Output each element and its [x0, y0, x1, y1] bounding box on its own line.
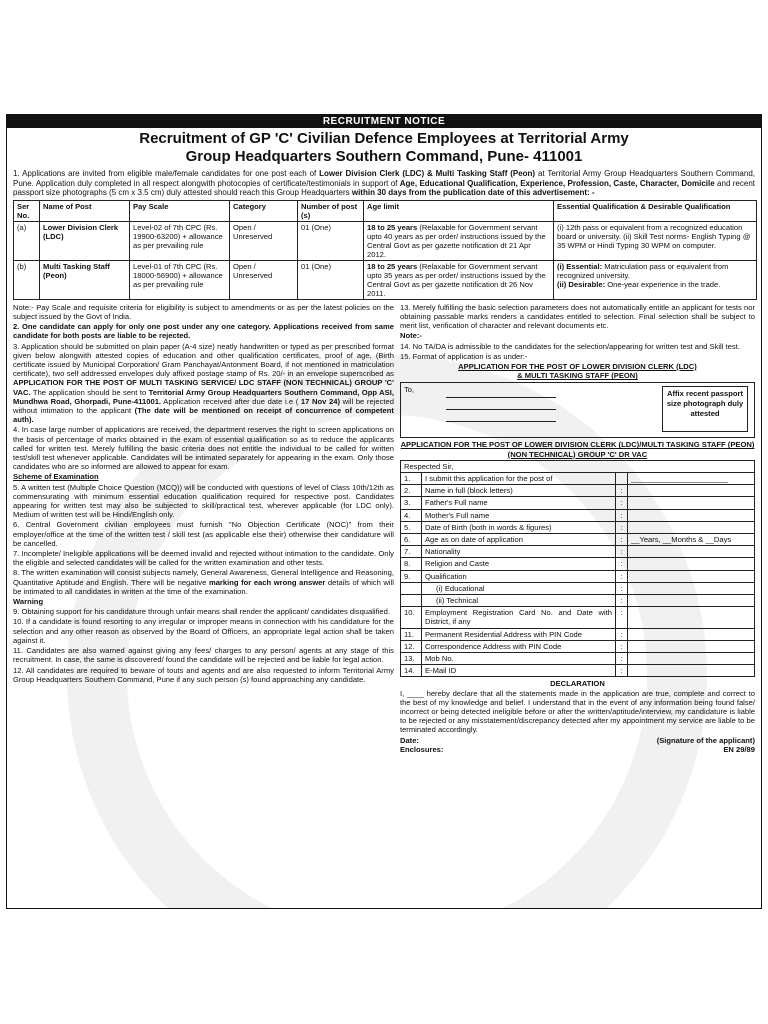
- row-colon: :: [616, 534, 628, 546]
- row-colon: :: [616, 521, 628, 533]
- row-label: Permanent Residential Address with PIN Code: [421, 628, 615, 640]
- application-form-table: [400, 460, 755, 678]
- row-number: [400, 582, 421, 594]
- form-row: [400, 582, 754, 594]
- para-6: 6. Central Government civilian employees must furnish "No Objection Certificate (NOC)" from their employer/office at the time of the written test / skill test (as applicable else their) otherwise their candidature will be cancelled.: [13, 520, 394, 548]
- date-label: Date:: [399, 735, 419, 745]
- para-3-text-3: Application received after due date i.e (: [161, 396, 301, 406]
- row-number: 6.: [400, 534, 421, 546]
- form-row: [400, 653, 754, 665]
- row-value: [628, 485, 755, 497]
- form-title: APPLICATION FOR THE POST OF LOWER DIVISION CLERK (LDC)/MULTI TASKING STAFF (PEON)(NON TECHNICAL) GROUP 'C' DR VAC: [400, 440, 755, 459]
- row-value: [628, 607, 755, 628]
- para-11: 11. Candidates are also warned against giving any fees/ charges to any person/ agents at any stage of this recruitment. In case, the same is discovered/ found the candidate will be rejected and be liable for legal action.: [13, 646, 394, 665]
- form-row: [400, 485, 754, 497]
- row-number: 12.: [400, 640, 421, 652]
- row-number: 4.: [400, 509, 421, 521]
- row-label: Qualification: [421, 570, 615, 582]
- form-row: [400, 607, 754, 628]
- para-3-text: 3. Application should be submitted on plain paper (A-4 size) neatly handwritten or typed as per prescribed format given below alongwith attested copies of education and other qualification certificates, proof of age, (Birth certificate issued by Municipal Corporation/ Gram Panchayat/Antonment Board, if not mentioned in matriculation certificate), two self addressed envelopes duly affixed postage stamp of Rs. 20/- in an envelope superscribed as: [13, 341, 394, 379]
- row-number: 11.: [400, 628, 421, 640]
- form-row: [400, 534, 754, 546]
- age-relaxation: (Relaxable for Government servant upto 35 years as per order/ instructions issued by the Central Govt as per gazette notification dt 26 Nov 2011.: [367, 261, 546, 298]
- intro-deadline: within 30 days from the publication date of this advertisement: -: [351, 188, 595, 198]
- posts-table: [13, 200, 757, 300]
- form-row: [400, 628, 754, 640]
- intro-documents: Age, Educational Qualification, Experience, Profession, Caste, Character, Domicile: [399, 178, 715, 188]
- warning-heading: Warning: [13, 597, 44, 607]
- row-number: [400, 595, 421, 607]
- cell-qualification: [554, 260, 757, 299]
- row-number: 14.: [400, 665, 421, 677]
- para-8-text: 8. The written examination will consist subjects namely, General Awareness, General Intelligence and Reasoning, Quantitative Aptitude and English. There will be negative: [13, 568, 394, 587]
- table-header-row: [14, 200, 757, 221]
- para-10: 10. If a candidate is found resorting to any irregular or improper means in connection with his candidature for the selection and any other reason as observed by the Board of Officers, an appropriate legal action shall be taken against it.: [13, 617, 394, 645]
- row-colon: :: [616, 485, 628, 497]
- row-colon: :: [616, 509, 628, 521]
- row-number: 5.: [400, 521, 421, 533]
- para-14: 14. No TA/DA is admissible to the candidates for the selection/appearing for written test and Skill test.: [399, 341, 740, 351]
- row-label: Name in full (block letters): [421, 485, 615, 497]
- row-label: E-Mail ID: [421, 665, 615, 677]
- row-colon: :: [616, 582, 628, 594]
- cell-pay: Level-02 of 7th CPC (Rs. 19900-63200) + allowance as per prevailing rule: [130, 221, 230, 260]
- age-relaxation: (Relaxable for Government servant upto 40 years as per order/ instructions issued by the Central Govt as per gazette notification dt 21 Apr 2012.: [367, 222, 546, 259]
- para-4: 4. In case large number of applications are received, the department reserves the right to screen applications on the basis of percentage of marks obtained in the exam of essential qualification so as to reduce the applicants called for written test. Merely fulfilling the basic criteria does not entitle the individual to be called for written test/skill test whenever applicable. Candidates will be intimated separately for appearing in the exam. Only those candidates who are so informed are allowed to appear for exam.: [13, 425, 394, 472]
- row-value: [628, 570, 755, 582]
- form-row: [400, 558, 754, 570]
- row-value: [628, 665, 755, 677]
- intro-text-1: 1. Applications are invited from eligible male/female candidates for one post each of: [13, 169, 320, 178]
- address-line: [446, 421, 556, 422]
- enclosures-row: [400, 745, 755, 754]
- cell-age: [364, 260, 554, 299]
- row-value: _______________________: [628, 473, 755, 485]
- cell-pay: Level-01 of 7th CPC (Rs. 18000-56900) + allowance as per prevailing rule: [130, 260, 230, 299]
- recruitment-notice: [6, 114, 762, 909]
- row-colon: :: [616, 558, 628, 570]
- para-15: 15. Format of application is as under:-: [399, 351, 528, 361]
- notice-code: EN 29/89: [723, 744, 755, 754]
- para-8-text-2: details of which will be intimated to all candidates in written at the time of the examination.: [13, 577, 394, 596]
- row-colon: :: [616, 628, 628, 640]
- row-number: 8.: [400, 558, 421, 570]
- qual-essential-label: (i) Essential:: [557, 261, 603, 271]
- para-8-negative-marking: marking for each wrong answer: [208, 577, 326, 587]
- row-colon: :: [616, 665, 628, 677]
- para-5: 5. A written test (Multiple Choice Question (MCQ)) will be conducted with questions of level of Class 10th/12th as commensurating with minimum essential education qualification required for respective post. Candidates appearing for written test may also be subjected to skill/practical test, wherever applicable (for LDC only). Medium of written test will be Hindi/English only.: [13, 482, 394, 520]
- note-label: Note:-: [399, 331, 422, 341]
- enclosures-label: Enclosures:: [399, 744, 444, 754]
- form-row: [400, 521, 754, 533]
- cell-number: 01 (One): [298, 260, 364, 299]
- row-colon: :: [616, 653, 628, 665]
- qual-desirable-label: (ii) Desirable:: [557, 279, 606, 289]
- cell-ser: (b): [14, 260, 40, 299]
- address-line: [446, 397, 556, 398]
- title-line-1: Recruitment of GP 'C' Civilian Defence Employees at Territorial Army: [139, 130, 629, 147]
- notice-label: RECRUITMENT NOTICE: [7, 115, 761, 128]
- intro-posts: Lower Division Clerk (LDC) & Multi Tasking Staff (Peon): [319, 169, 536, 178]
- para-3-superscription: APPLICATION FOR THE POST OF MULTI TASKING SERVICE/ LDC STAFF (NON TECHNICAL) GROUP 'C' VAC.: [13, 378, 394, 397]
- photo-placeholder: Affix recent passport size photograph duly attested: [662, 386, 748, 432]
- title-line-2: Group Headquarters Southern Command, Pune- 411001: [185, 148, 583, 165]
- application-heading-1: APPLICATION FOR THE POST OF LOWER DIVISION CLERK (LDC): [458, 362, 697, 371]
- row-value: [628, 653, 755, 665]
- respected-sir: Respected Sir,: [400, 460, 754, 472]
- para-8: [13, 568, 394, 596]
- row-value: [628, 558, 755, 570]
- row-number: 13.: [400, 653, 421, 665]
- qual-desirable: One-year experience in the trade.: [605, 279, 721, 289]
- cell-number: 01 (One): [298, 221, 364, 260]
- row-label: Correspondence Address with PIN Code: [421, 640, 615, 652]
- row-label: Mob No.: [421, 653, 615, 665]
- row-label: Employment Registration Card No. and Date with District, if any: [421, 607, 615, 628]
- row-colon: :: [616, 640, 628, 652]
- row-label: Date of Birth (both in words & figures): [421, 521, 615, 533]
- row-value: [628, 595, 755, 607]
- table-row: [14, 221, 757, 260]
- header-pay: Pay Scale: [130, 200, 230, 221]
- note-pay-scale: Note:- Pay Scale and requisite criteria for eligibility is subject to amendments or as per the latest policies on the subject issued by the Govt of India.: [13, 302, 394, 321]
- address-line: [446, 409, 556, 410]
- intro-text-2: at Territorial Army Group Headquarters Southern Command, Pune. Application duly completed in all respect alongwith photocopies of certificate/testimonials in support of: [13, 169, 756, 188]
- para-3-text-4: will be rejected without intimation to the applicant: [13, 396, 394, 416]
- form-row: [400, 473, 754, 485]
- row-label: I submit this application for the post of: [421, 473, 615, 485]
- para-3-date-note: (The date will be mentioned on receipt of concurrence of competent auth).: [13, 406, 394, 425]
- para-13: 13. Merely fulfilling the basic selection parameters does not automatically entitle an applicant for tests nor obtaining passable marks renders a candidates entitled to selection. Final selection shall be subject to merit list, verification of character and relevant documents etc.: [399, 302, 755, 331]
- para-3-text-2: The application should be sent to: [30, 387, 149, 397]
- para-3: [13, 342, 394, 425]
- qual-essential: Matriculation pass or equivalent from recognized university.: [557, 261, 729, 280]
- row-colon: [616, 473, 628, 485]
- header-age: Age limit: [364, 200, 554, 221]
- left-column: [13, 303, 394, 754]
- right-column: [400, 303, 755, 754]
- signature-label: (Signature of the applicant): [656, 735, 755, 745]
- declaration-heading: DECLARATION: [550, 679, 605, 689]
- cell-category: Open / Unreserved: [230, 221, 298, 260]
- cell-post: Multi Tasking Staff (Peon): [40, 260, 130, 299]
- intro-text-3: and recent passport size photographs (5 cm x 3.5 cm) duly attested should reach this Group Headquarters: [13, 178, 755, 198]
- row-label: (i) Educational: [421, 582, 615, 594]
- age-range: 18 to 25 years: [367, 261, 418, 271]
- para-9: 9. Obtaining support for his candidature through unfair means shall render the applicant/ candidates disqualified.: [13, 607, 390, 617]
- declaration-text: I, ____ hereby declare that all the statements made in the application are true, complete and correct to the best of my knowledge and belief. I understand that in the event of any information being found false/ incorrect or being detected ineligible before or after the written/aptitude/interview, my candidature is liable to be rejected or any misstatement/discrepancy detected after my appointment my service are liable to be terminated accordingly.: [399, 688, 755, 735]
- row-value: __Years, __Months & __Days: [628, 534, 755, 546]
- para-3-due-date: 17 Nov 24): [300, 396, 340, 406]
- row-value: [628, 509, 755, 521]
- row-number: 10.: [400, 607, 421, 628]
- address-box: [400, 382, 755, 438]
- form-row: [400, 570, 754, 582]
- row-value: [628, 521, 755, 533]
- table-row: [14, 260, 757, 299]
- form-row: [400, 497, 754, 509]
- row-label: (ii) Technical: [421, 595, 615, 607]
- cell-ser: (a): [14, 221, 40, 260]
- row-label: Father's Full name: [421, 497, 615, 509]
- para-7: 7. Incomplete/ Ineligible applications will be deemed invalid and rejected without intimation to the candidate. Only the eligible and selected candidates will be called for the written examination and other tests.: [13, 549, 394, 568]
- header-number: Number of post (s): [298, 200, 364, 221]
- row-number: 1.: [400, 473, 421, 485]
- para-3-address: Territorial Army Group Headquarters Southern Command, Opp ASI, Mundhwa Road, Ghorpadi, Pune-411001.: [13, 387, 394, 406]
- form-row: [400, 665, 754, 677]
- scheme-heading: Scheme of Examination: [13, 472, 99, 482]
- row-number: 7.: [400, 546, 421, 558]
- to-label: To,: [403, 385, 415, 395]
- form-row: [400, 640, 754, 652]
- form-row: [400, 509, 754, 521]
- row-colon: :: [616, 497, 628, 509]
- row-number: 9.: [400, 570, 421, 582]
- age-range: 18 to 25 years: [367, 222, 418, 232]
- header-qualification: Essential Qualification & Desirable Qualification: [554, 200, 757, 221]
- row-value: [628, 640, 755, 652]
- row-colon: :: [616, 546, 628, 558]
- row-value: [628, 546, 755, 558]
- row-label: Age as on date of application: [421, 534, 615, 546]
- header-category: Category: [230, 200, 298, 221]
- date-signature-row: [400, 736, 755, 745]
- cell-post: Lower Division Clerk (LDC): [40, 221, 130, 260]
- row-value: [628, 582, 755, 594]
- row-value: [628, 628, 755, 640]
- row-label: Religion and Caste: [421, 558, 615, 570]
- row-number: 3.: [400, 497, 421, 509]
- cell-qualification: (i) 12th pass or equivalent from a recognized education board or university. (ii) Skill Test norms- English Typing @ 35 WPM or Hindi Typing 30 WPM on computer.: [554, 221, 757, 260]
- body-columns: [7, 300, 761, 754]
- notice-title: [7, 130, 761, 166]
- cell-category: Open / Unreserved: [230, 260, 298, 299]
- row-label: Mother's Full name: [421, 509, 615, 521]
- intro-paragraph: [7, 167, 761, 200]
- cell-age: [364, 221, 554, 260]
- form-row: [400, 460, 754, 472]
- row-number: 2.: [400, 485, 421, 497]
- form-row: [400, 595, 754, 607]
- header-post: Name of Post: [40, 200, 130, 221]
- row-colon: :: [616, 595, 628, 607]
- form-row: [400, 546, 754, 558]
- application-heading-2: & MULTI TASKING STAFF (PEON): [517, 371, 638, 381]
- row-label: Nationality: [421, 546, 615, 558]
- row-colon: :: [616, 570, 628, 582]
- para-2: 2. One candidate can apply for only one post under any one category. Applications received from same candidate for both posts are liable to be rejected.: [13, 322, 394, 341]
- row-colon: :: [616, 607, 628, 628]
- header-ser: Ser No.: [14, 200, 40, 221]
- row-value: [628, 497, 755, 509]
- para-12: 12. All candidates are required to beware of touts and agents and are also requested to inform Territorial Army Group Headquarters Southern Command, Pune if any such person (s) found approaching any candidate.: [13, 665, 394, 684]
